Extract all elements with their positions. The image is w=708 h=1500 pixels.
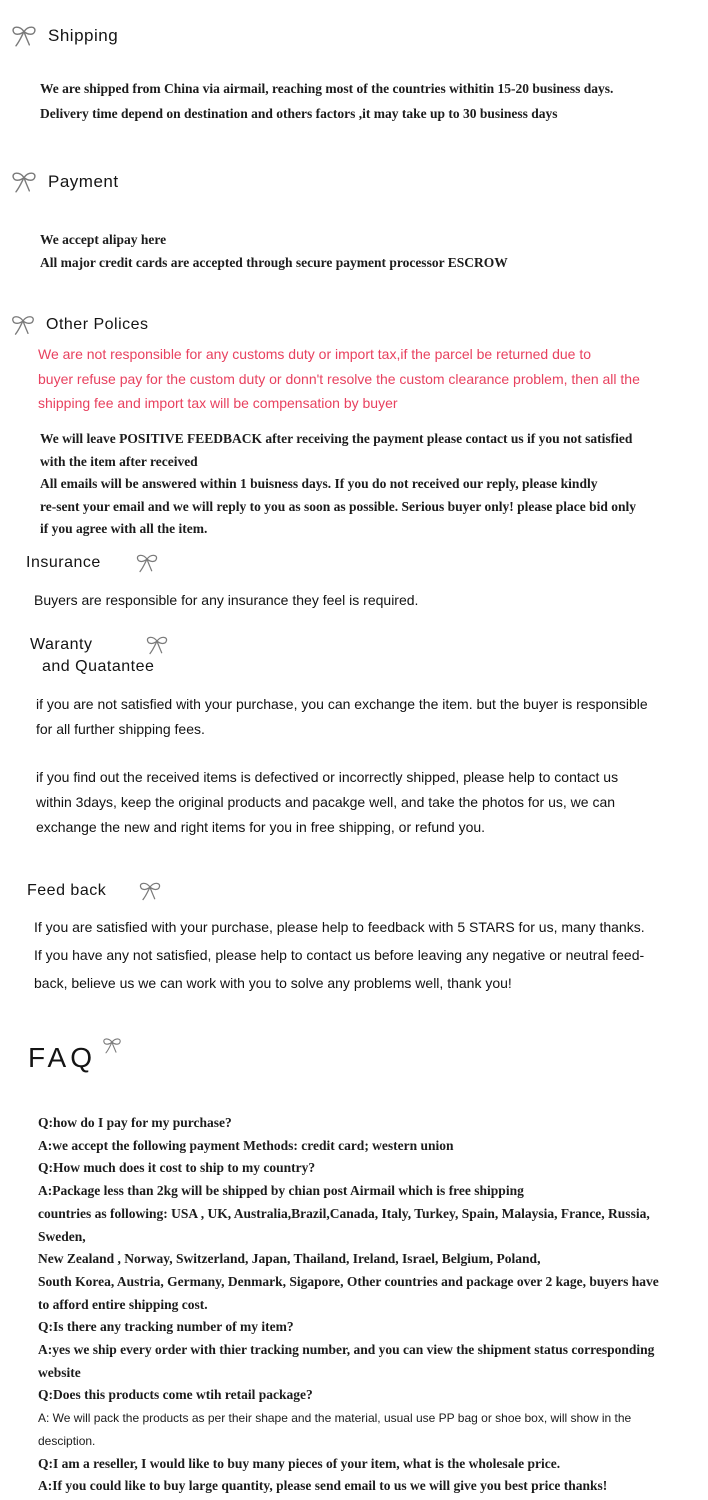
faq-line: website — [38, 1364, 81, 1380]
faq-line: A:If you could like to buy large quantity, please send email to us we will give you best price thanks! — [38, 1478, 608, 1494]
other-polices-title: Other Polices — [46, 316, 149, 333]
faq-line: Q:how do I pay for my purchase? — [38, 1115, 232, 1130]
feedback-title: Feed back — [27, 882, 107, 899]
faq-line: Q:Does this products come wtih retail package? — [38, 1387, 313, 1403]
warranty-header — [30, 636, 154, 676]
warranty-line: if you find out the received items is defectived or incorrectly shipped, please help to contact us — [36, 769, 619, 785]
faq-line: A:we accept the following payment Methods: credit card; western union — [38, 1137, 454, 1153]
shipping-line: We are shipped from China via airmail, reaching most of the countries withitin 15-20 business days. — [40, 81, 614, 96]
faq-line: A:yes we ship every order with thier tracking number, and you can view the shipment status corresponding — [38, 1342, 655, 1358]
warranty-defective-text — [36, 765, 618, 840]
warranty-line: if you are not satisfied with your purchase, you can exchange the item. but the buyer is responsible — [36, 696, 648, 712]
bow-icon — [133, 552, 161, 574]
bow-icon — [8, 312, 38, 338]
feedback-line: back, believe us we can work with you to solve any problems well, thank you! — [34, 975, 512, 991]
feedback-policy-line: with the item after received — [40, 453, 198, 469]
faq-line: South Korea, Austria, Germany, Denmark, Sigapore, Other countries and package over 2 kage, buyers have — [38, 1273, 659, 1289]
bow-icon — [8, 168, 40, 196]
shipping-header — [8, 22, 118, 50]
feedback-text — [34, 913, 645, 997]
other-polices-header — [8, 312, 149, 338]
faq-line: to afford entire shipping cost. — [38, 1296, 208, 1312]
bow-icon — [100, 1036, 124, 1055]
faq-line: countries as following: USA , UK, Australia,Brazil,Canada, Italy, Turkey, Spain, Malaysia, France, Russia, Sweden, — [38, 1205, 650, 1244]
customs-policy-line: shipping fee and import tax will be compensation by buyer — [38, 395, 398, 411]
payment-text — [40, 228, 508, 274]
insurance-title: Insurance — [26, 554, 101, 571]
feedback-policy-text — [40, 428, 636, 541]
shipping-title: Shipping — [48, 26, 119, 45]
faq-line: A:Package less than 2kg will be shipped by chian post Airmail which is free shipping — [38, 1183, 524, 1199]
faq-line: New Zealand , Norway, Switzerland, Japan, Thailand, Ireland, Israel, Belgium, Poland, — [38, 1251, 541, 1267]
faq-line: Q:I am a reseller, I would like to buy many pieces of your item, what is the wholesale price. — [38, 1455, 561, 1471]
shipping-text — [40, 76, 613, 126]
feedback-header — [27, 880, 164, 902]
faq-line: A: We will pack the products as per their shape and the material, usual use PP bag or shoe box, will show in the desciption. — [38, 1411, 632, 1448]
payment-line: We accept alipay here — [40, 232, 167, 247]
faq-line: Q:Is there any tracking number of my item? — [38, 1319, 294, 1335]
customs-policy-line: We are not responsible for any customs duty or import tax,if the parcel be returned due to — [38, 346, 592, 362]
bow-icon — [143, 634, 171, 656]
feedback-line: If you have any not satisfied, please help to contact us before leaving any negative or neutral feed- — [34, 947, 645, 963]
warranty-line: exchange the new and right items for you in free shipping, or refund you. — [36, 819, 486, 835]
bow-icon — [8, 22, 40, 50]
feedback-policy-line: All emails will be answered within 1 buisness days. If you do not received our reply, please kindly — [40, 476, 598, 491]
shipping-line: Delivery time depend on destination and others factors ,it may take up to 30 business days — [40, 106, 558, 121]
warranty-exchange-text — [36, 692, 648, 742]
warranty-title-line1: Waranty — [30, 636, 93, 653]
insurance-line: Buyers are responsible for any insurance they feel is required. — [34, 592, 419, 608]
insurance-text — [34, 588, 418, 613]
faq-list — [38, 1112, 688, 1498]
customs-policy-line: buyer refuse pay for the custom duty or donn't resolve the custom clearance problem, then all the — [38, 370, 640, 387]
feedback-line: If you are satisfied with your purchase, please help to feedback with 5 STARS for us, many thanks. — [34, 919, 645, 935]
insurance-header — [26, 552, 161, 574]
warranty-line: within 3days, keep the original products and pacakge well, and take the photos for us, we can — [36, 794, 616, 810]
faq-title: FAQ — [28, 1042, 97, 1073]
warranty-line: for all further shipping fees. — [36, 721, 205, 737]
warranty-title-line2: and Quatantee — [42, 658, 155, 675]
payment-header — [8, 168, 119, 196]
payment-title: Payment — [48, 172, 119, 191]
faq-header — [28, 1042, 96, 1074]
bow-icon — [136, 880, 164, 902]
feedback-policy-line: We will leave POSITIVE FEEDBACK after receiving the payment please contact us if you not satisfied — [40, 431, 633, 446]
payment-line: All major credit cards are accepted through secure payment processor ESCROW — [40, 255, 508, 270]
faq-line: Q:How much does it cost to ship to my country? — [38, 1160, 316, 1176]
customs-policy-text — [38, 342, 640, 416]
feedback-policy-line: if you agree with all the item. — [40, 521, 208, 536]
feedback-policy-line: re-sent your email and we will reply to you as soon as possible. Serious buyer only! please place bid only — [40, 498, 637, 514]
